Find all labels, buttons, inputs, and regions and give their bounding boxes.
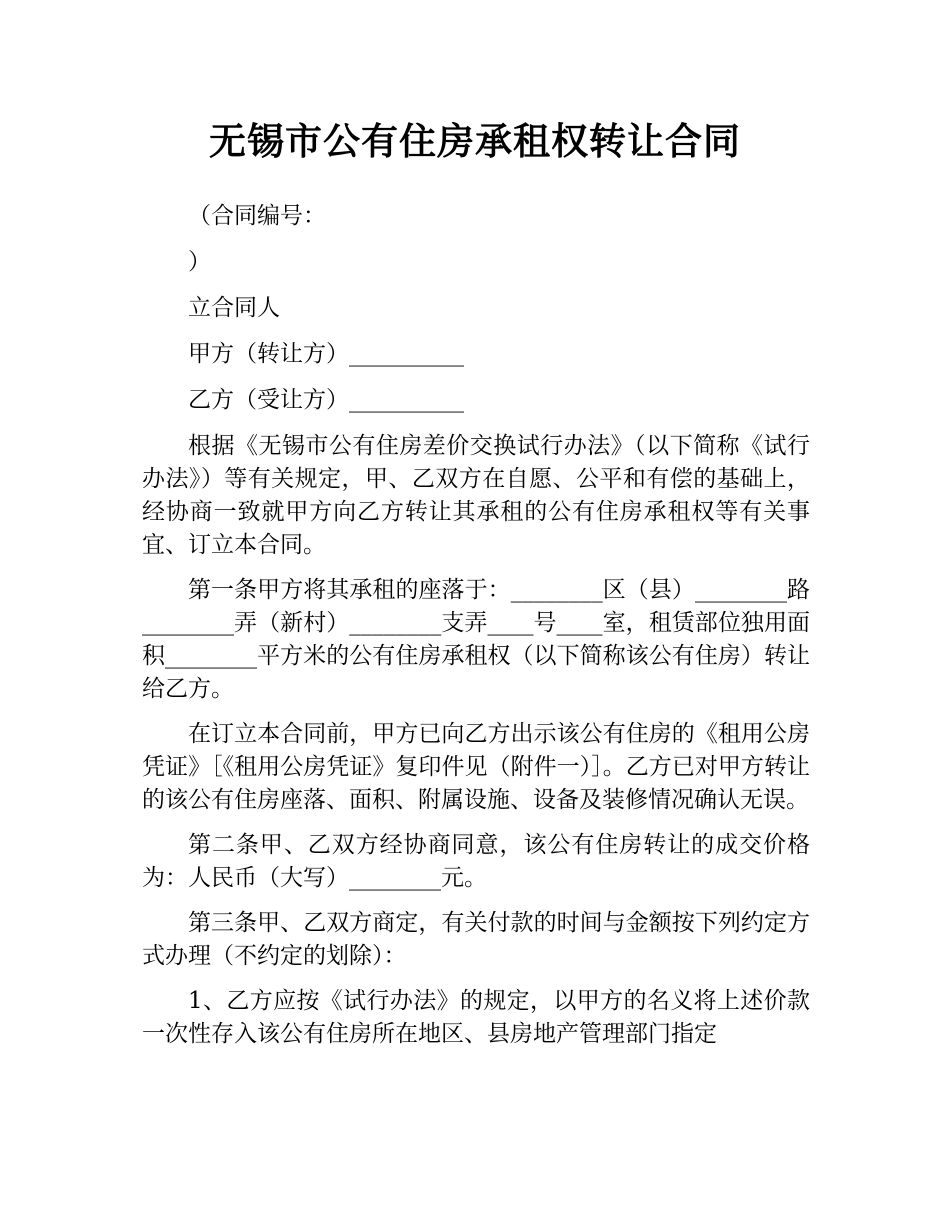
- contract-number-line: （合同编号：: [188, 203, 326, 229]
- document-body: [142, 200, 810, 1063]
- document-title: 无锡市公有住房承租权转让合同: [209, 120, 741, 163]
- article-2-paragraph: 第二条甲、乙双方经协商同意，该公有住房转让的成交价格为：人民币（大写）________元。: [142, 832, 810, 891]
- article-1-paragraph: 第一条甲方将其承租的座落于：________区（县）________路________弄（新村）________支弄____号____室，租赁部位独用面积________平方米的公有住房承租权（以下简称该公有住房）转让给乙方。: [142, 577, 810, 702]
- certificate-paragraph: 在订立本合同前，甲方已向乙方出示该公有住房的《租用公房凭证》［《租用公房凭证》复印件见（附件一）］。乙方已对甲方转让的该公有住房座落、面积、附属设施、设备及装修情况确认无误。: [142, 721, 810, 813]
- parties-heading: 立合同人: [188, 295, 280, 321]
- preamble-paragraph: 根据《无锡市公有住房差价交换试行办法》（以下简称《试行办法》）等有关规定，甲、乙双方在自愿、公平和有偿的基础上，经协商一致就甲方向乙方转让其承租的公有住房承租权等有关事宜、订立本合同。: [142, 433, 810, 558]
- contract-number-close: ）: [188, 249, 211, 275]
- payment-item-1-paragraph: 1、乙方应按《试行办法》的规定，以甲方的名义将上述价款一次性存入该公有住房所在地区、县房地产管理部门指定: [142, 988, 810, 1047]
- party-b-line: 乙方（受让方）__________: [188, 387, 464, 413]
- party-a-line: 甲方（转让方）__________: [188, 341, 464, 367]
- article-3-paragraph: 第三条甲、乙双方商定，有关付款的时间与金额按下列约定方式办理（不约定的划除）：: [142, 910, 810, 969]
